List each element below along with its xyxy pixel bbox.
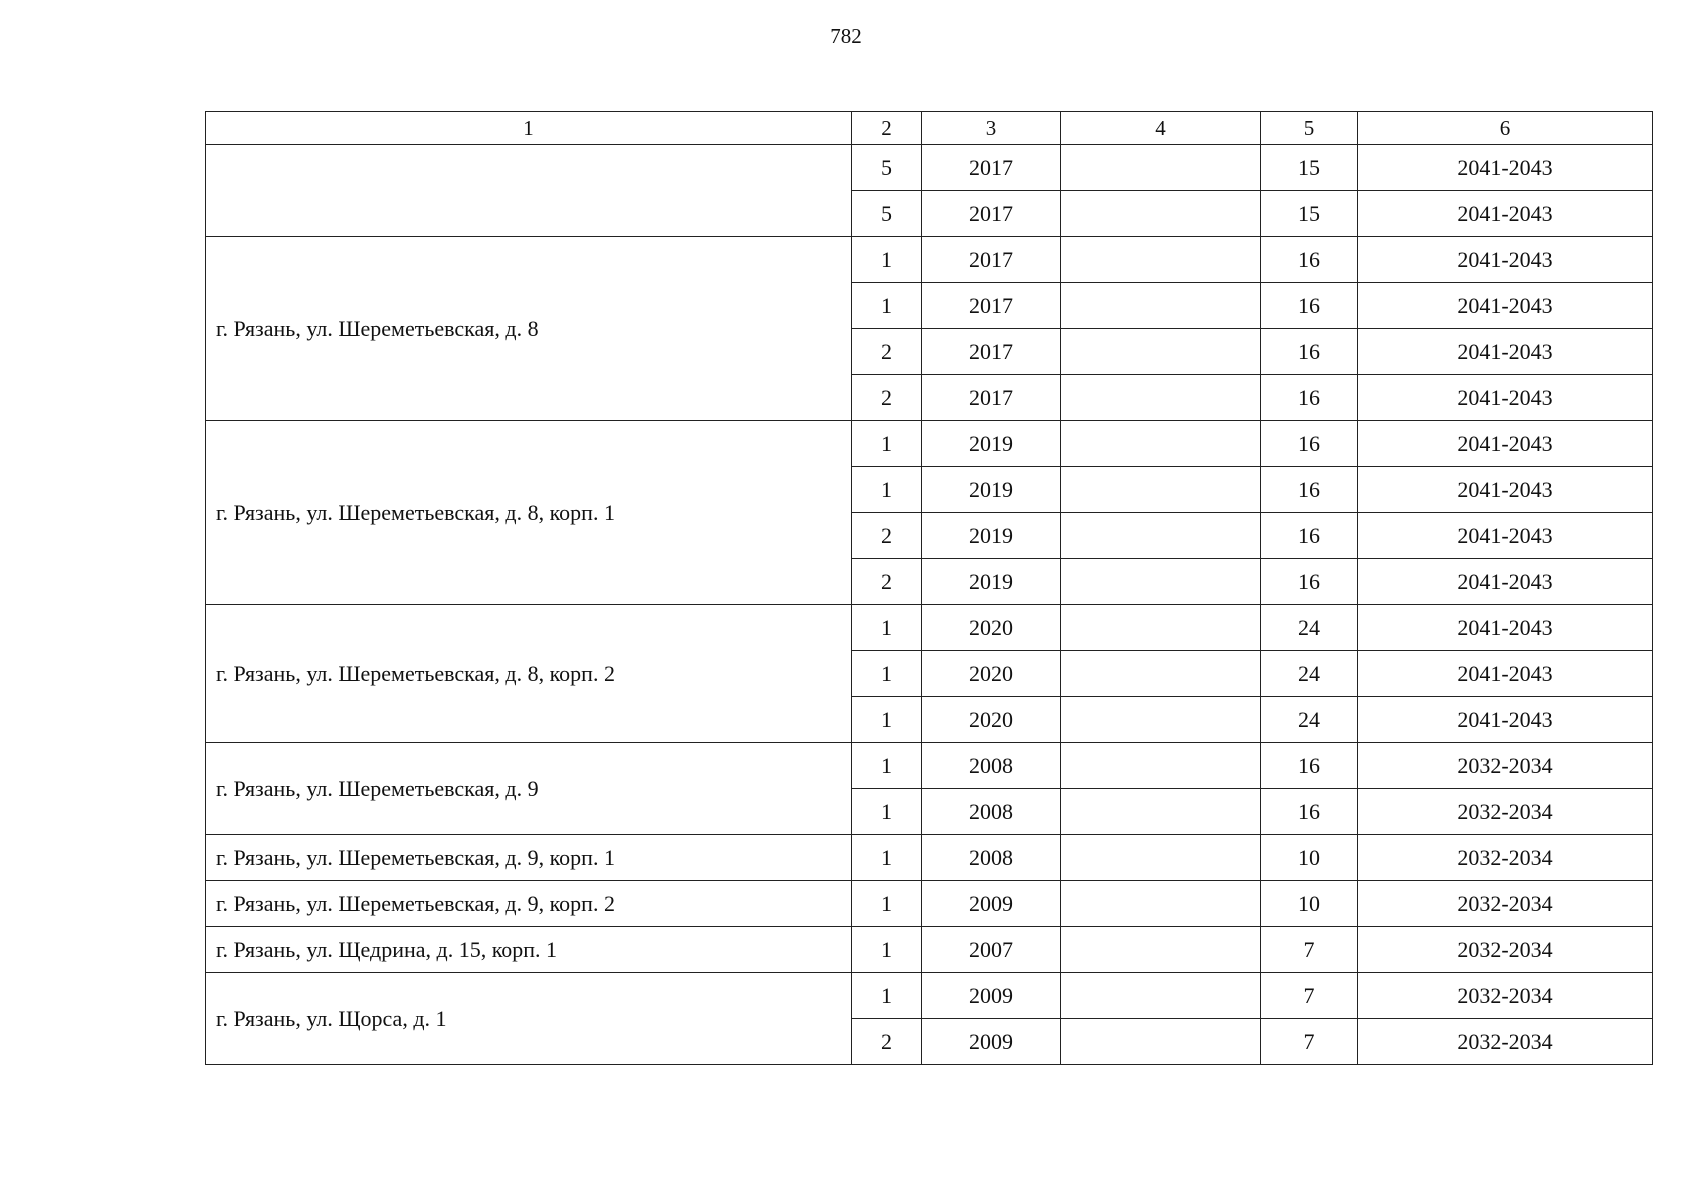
- cell-col-6: 2032-2034: [1358, 973, 1653, 1019]
- cell-col-4: [1061, 329, 1261, 375]
- cell-col-3: 2019: [922, 513, 1061, 559]
- column-header-3: 3: [922, 112, 1061, 145]
- address-cell: г. Рязань, ул. Шереметьевская, д. 9, корп. 2: [206, 881, 852, 927]
- cell-col-5: 16: [1261, 237, 1358, 283]
- cell-col-4: [1061, 973, 1261, 1019]
- cell-col-2: 2: [852, 513, 922, 559]
- cell-col-6: 2032-2034: [1358, 743, 1653, 789]
- cell-col-3: 2017: [922, 329, 1061, 375]
- cell-col-2: 1: [852, 927, 922, 973]
- cell-col-2: 1: [852, 237, 922, 283]
- cell-col-3: 2020: [922, 605, 1061, 651]
- cell-col-6: 2032-2034: [1358, 1019, 1653, 1065]
- table-row: [206, 927, 1653, 973]
- cell-col-2: 2: [852, 559, 922, 605]
- cell-col-5: 24: [1261, 697, 1358, 743]
- cell-col-6: 2041-2043: [1358, 513, 1653, 559]
- cell-col-5: 24: [1261, 605, 1358, 651]
- cell-col-4: [1061, 789, 1261, 835]
- address-cell: г. Рязань, ул. Шереметьевская, д. 9, корп. 1: [206, 835, 852, 881]
- address-cell: г. Рязань, ул. Шереметьевская, д. 8, корп. 2: [206, 605, 852, 743]
- cell-col-6: 2041-2043: [1358, 283, 1653, 329]
- table-row: [206, 973, 1653, 1019]
- cell-col-4: [1061, 421, 1261, 467]
- cell-col-5: 7: [1261, 1019, 1358, 1065]
- column-header-2: 2: [852, 112, 922, 145]
- cell-col-5: 16: [1261, 421, 1358, 467]
- cell-col-2: 1: [852, 651, 922, 697]
- cell-col-3: 2017: [922, 237, 1061, 283]
- cell-col-6: 2032-2034: [1358, 927, 1653, 973]
- table-header-row: [206, 112, 1653, 145]
- column-header-1: 1: [206, 112, 852, 145]
- cell-col-5: 16: [1261, 329, 1358, 375]
- cell-col-5: 15: [1261, 191, 1358, 237]
- cell-col-5: 16: [1261, 375, 1358, 421]
- cell-col-6: 2041-2043: [1358, 605, 1653, 651]
- cell-col-6: 2041-2043: [1358, 697, 1653, 743]
- cell-col-3: 2019: [922, 421, 1061, 467]
- address-cell: г. Рязань, ул. Щедрина, д. 15, корп. 1: [206, 927, 852, 973]
- cell-col-4: [1061, 237, 1261, 283]
- cell-col-6: 2041-2043: [1358, 375, 1653, 421]
- cell-col-5: 16: [1261, 559, 1358, 605]
- cell-col-6: 2032-2034: [1358, 835, 1653, 881]
- cell-col-3: 2019: [922, 467, 1061, 513]
- cell-col-6: 2032-2034: [1358, 881, 1653, 927]
- cell-col-4: [1061, 283, 1261, 329]
- cell-col-2: 5: [852, 145, 922, 191]
- address-cell: г. Рязань, ул. Шереметьевская, д. 8, корп. 1: [206, 421, 852, 605]
- table-row: [206, 835, 1653, 881]
- cell-col-6: 2032-2034: [1358, 789, 1653, 835]
- cell-col-6: 2041-2043: [1358, 191, 1653, 237]
- table-row: [206, 237, 1653, 283]
- cell-col-5: 24: [1261, 651, 1358, 697]
- cell-col-6: 2041-2043: [1358, 651, 1653, 697]
- cell-col-3: 2007: [922, 927, 1061, 973]
- cell-col-4: [1061, 835, 1261, 881]
- cell-col-3: 2017: [922, 375, 1061, 421]
- cell-col-2: 1: [852, 835, 922, 881]
- cell-col-5: 10: [1261, 881, 1358, 927]
- address-cell: г. Рязань, ул. Щорса, д. 1: [206, 973, 852, 1065]
- table-body: [206, 112, 1653, 1065]
- table-row: [206, 605, 1653, 651]
- cell-col-3: 2009: [922, 881, 1061, 927]
- cell-col-3: 2008: [922, 743, 1061, 789]
- cell-col-3: 2020: [922, 651, 1061, 697]
- address-cell: [206, 145, 852, 237]
- cell-col-6: 2041-2043: [1358, 237, 1653, 283]
- cell-col-5: 7: [1261, 927, 1358, 973]
- cell-col-2: 1: [852, 283, 922, 329]
- address-cell: г. Рязань, ул. Шереметьевская, д. 8: [206, 237, 852, 421]
- cell-col-5: 16: [1261, 283, 1358, 329]
- cell-col-4: [1061, 651, 1261, 697]
- cell-col-2: 1: [852, 881, 922, 927]
- cell-col-2: 1: [852, 467, 922, 513]
- column-header-4: 4: [1061, 112, 1261, 145]
- cell-col-2: 2: [852, 1019, 922, 1065]
- cell-col-3: 2009: [922, 973, 1061, 1019]
- cell-col-3: 2017: [922, 145, 1061, 191]
- cell-col-3: 2017: [922, 191, 1061, 237]
- cell-col-5: 16: [1261, 743, 1358, 789]
- cell-col-3: 2017: [922, 283, 1061, 329]
- cell-col-3: 2019: [922, 559, 1061, 605]
- cell-col-4: [1061, 1019, 1261, 1065]
- cell-col-4: [1061, 145, 1261, 191]
- cell-col-5: 7: [1261, 973, 1358, 1019]
- address-cell: г. Рязань, ул. Шереметьевская, д. 9: [206, 743, 852, 835]
- cell-col-2: 1: [852, 743, 922, 789]
- cell-col-2: 2: [852, 329, 922, 375]
- table-row: [206, 421, 1653, 467]
- cell-col-2: 1: [852, 605, 922, 651]
- cell-col-5: 10: [1261, 835, 1358, 881]
- cell-col-6: 2041-2043: [1358, 145, 1653, 191]
- cell-col-2: 1: [852, 973, 922, 1019]
- cell-col-4: [1061, 881, 1261, 927]
- cell-col-4: [1061, 697, 1261, 743]
- cell-col-4: [1061, 605, 1261, 651]
- table-row: [206, 743, 1653, 789]
- cell-col-4: [1061, 559, 1261, 605]
- cell-col-3: 2008: [922, 789, 1061, 835]
- cell-col-2: 2: [852, 375, 922, 421]
- cell-col-3: 2020: [922, 697, 1061, 743]
- cell-col-2: 1: [852, 421, 922, 467]
- cell-col-4: [1061, 375, 1261, 421]
- cell-col-5: 16: [1261, 467, 1358, 513]
- cell-col-4: [1061, 191, 1261, 237]
- cell-col-2: 5: [852, 191, 922, 237]
- cell-col-6: 2041-2043: [1358, 467, 1653, 513]
- cell-col-3: 2009: [922, 1019, 1061, 1065]
- cell-col-6: 2041-2043: [1358, 329, 1653, 375]
- cell-col-3: 2008: [922, 835, 1061, 881]
- table-row: [206, 145, 1653, 191]
- cell-col-4: [1061, 467, 1261, 513]
- cell-col-4: [1061, 927, 1261, 973]
- cell-col-5: 15: [1261, 145, 1358, 191]
- cell-col-6: 2041-2043: [1358, 559, 1653, 605]
- page-number: 782: [830, 24, 862, 48]
- cell-col-2: 1: [852, 697, 922, 743]
- column-header-6: 6: [1358, 112, 1653, 145]
- cell-col-2: 1: [852, 789, 922, 835]
- housing-register-table: [205, 111, 1653, 1065]
- table-row: [206, 881, 1653, 927]
- cell-col-6: 2041-2043: [1358, 421, 1653, 467]
- cell-col-4: [1061, 743, 1261, 789]
- cell-col-5: 16: [1261, 513, 1358, 559]
- cell-col-5: 16: [1261, 789, 1358, 835]
- column-header-5: 5: [1261, 112, 1358, 145]
- cell-col-4: [1061, 513, 1261, 559]
